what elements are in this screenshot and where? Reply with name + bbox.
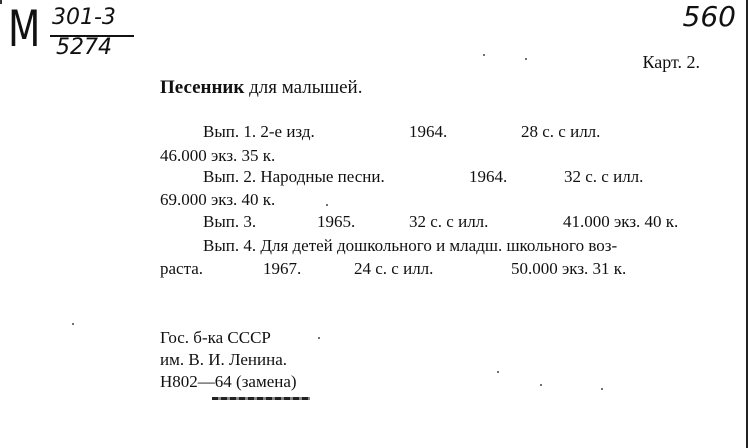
card-label: Карт. 2. [642, 52, 700, 72]
entry-vol-1-cont [0, 146, 750, 168]
entry-1-pages: 28 с. с илл. [521, 122, 601, 141]
card-print-code: Н802—64 (замена) [160, 372, 297, 391]
card-number: 560 [682, 0, 736, 33]
entry-3-pages: 32 с. с илл. [409, 212, 489, 231]
entry-vol-4-cont [0, 259, 750, 281]
entry-3-run: 41.000 экз. 40 к. [563, 212, 679, 231]
call-number-top: 301-3 [52, 5, 116, 30]
book-title-rest: для малышей. [244, 77, 363, 98]
entry-vol-1 [0, 122, 750, 144]
library-name: Гос. б-ка СССР [160, 328, 271, 347]
speck [497, 371, 499, 373]
call-number-letter: М [8, 0, 41, 58]
speck [318, 337, 320, 339]
handwritten-underline [212, 397, 310, 400]
entry-vol-2-cont [0, 190, 750, 212]
entry-1-run: 46.000 экз. 35 к. [160, 146, 276, 165]
book-title-main: Песенник [160, 77, 245, 98]
entry-1-year: 1964. [409, 122, 448, 141]
book-title [160, 78, 362, 98]
library-name-line-2: им. В. И. Ленина. [160, 350, 288, 369]
speck [540, 384, 542, 386]
entry-2-volume: Вып. 2. Народные песни. [203, 167, 385, 186]
speck [601, 388, 603, 390]
entry-2-year: 1964. [469, 167, 508, 186]
entry-vol-2 [0, 167, 750, 189]
entry-4-hyphen-rest: раста. [160, 259, 204, 278]
entry-2-pages: 32 с. с илл. [564, 167, 644, 186]
entry-3-year: 1965. [317, 212, 356, 231]
call-number-bottom: 5274 [56, 35, 112, 60]
speck [483, 54, 485, 56]
speck [72, 323, 74, 325]
speck [326, 204, 328, 206]
entry-vol-4 [0, 236, 750, 258]
entry-vol-3 [0, 212, 750, 234]
entry-2-run: 69.000 экз. 40 к. [160, 190, 276, 209]
entry-4-run: 50.000 экз. 31 к. [511, 259, 627, 278]
entry-4-pages: 24 с. с илл. [354, 259, 434, 278]
entry-3-volume: Вып. 3. [203, 212, 257, 231]
card-corner-mark [0, 0, 2, 4]
entry-4-volume: Вып. 4. Для детей дошкольного и младш. школьного воз- [203, 236, 618, 255]
speck [525, 58, 527, 60]
entry-1-volume: Вып. 1. 2-е изд. [203, 122, 315, 141]
entry-4-year: 1967. [263, 259, 302, 278]
